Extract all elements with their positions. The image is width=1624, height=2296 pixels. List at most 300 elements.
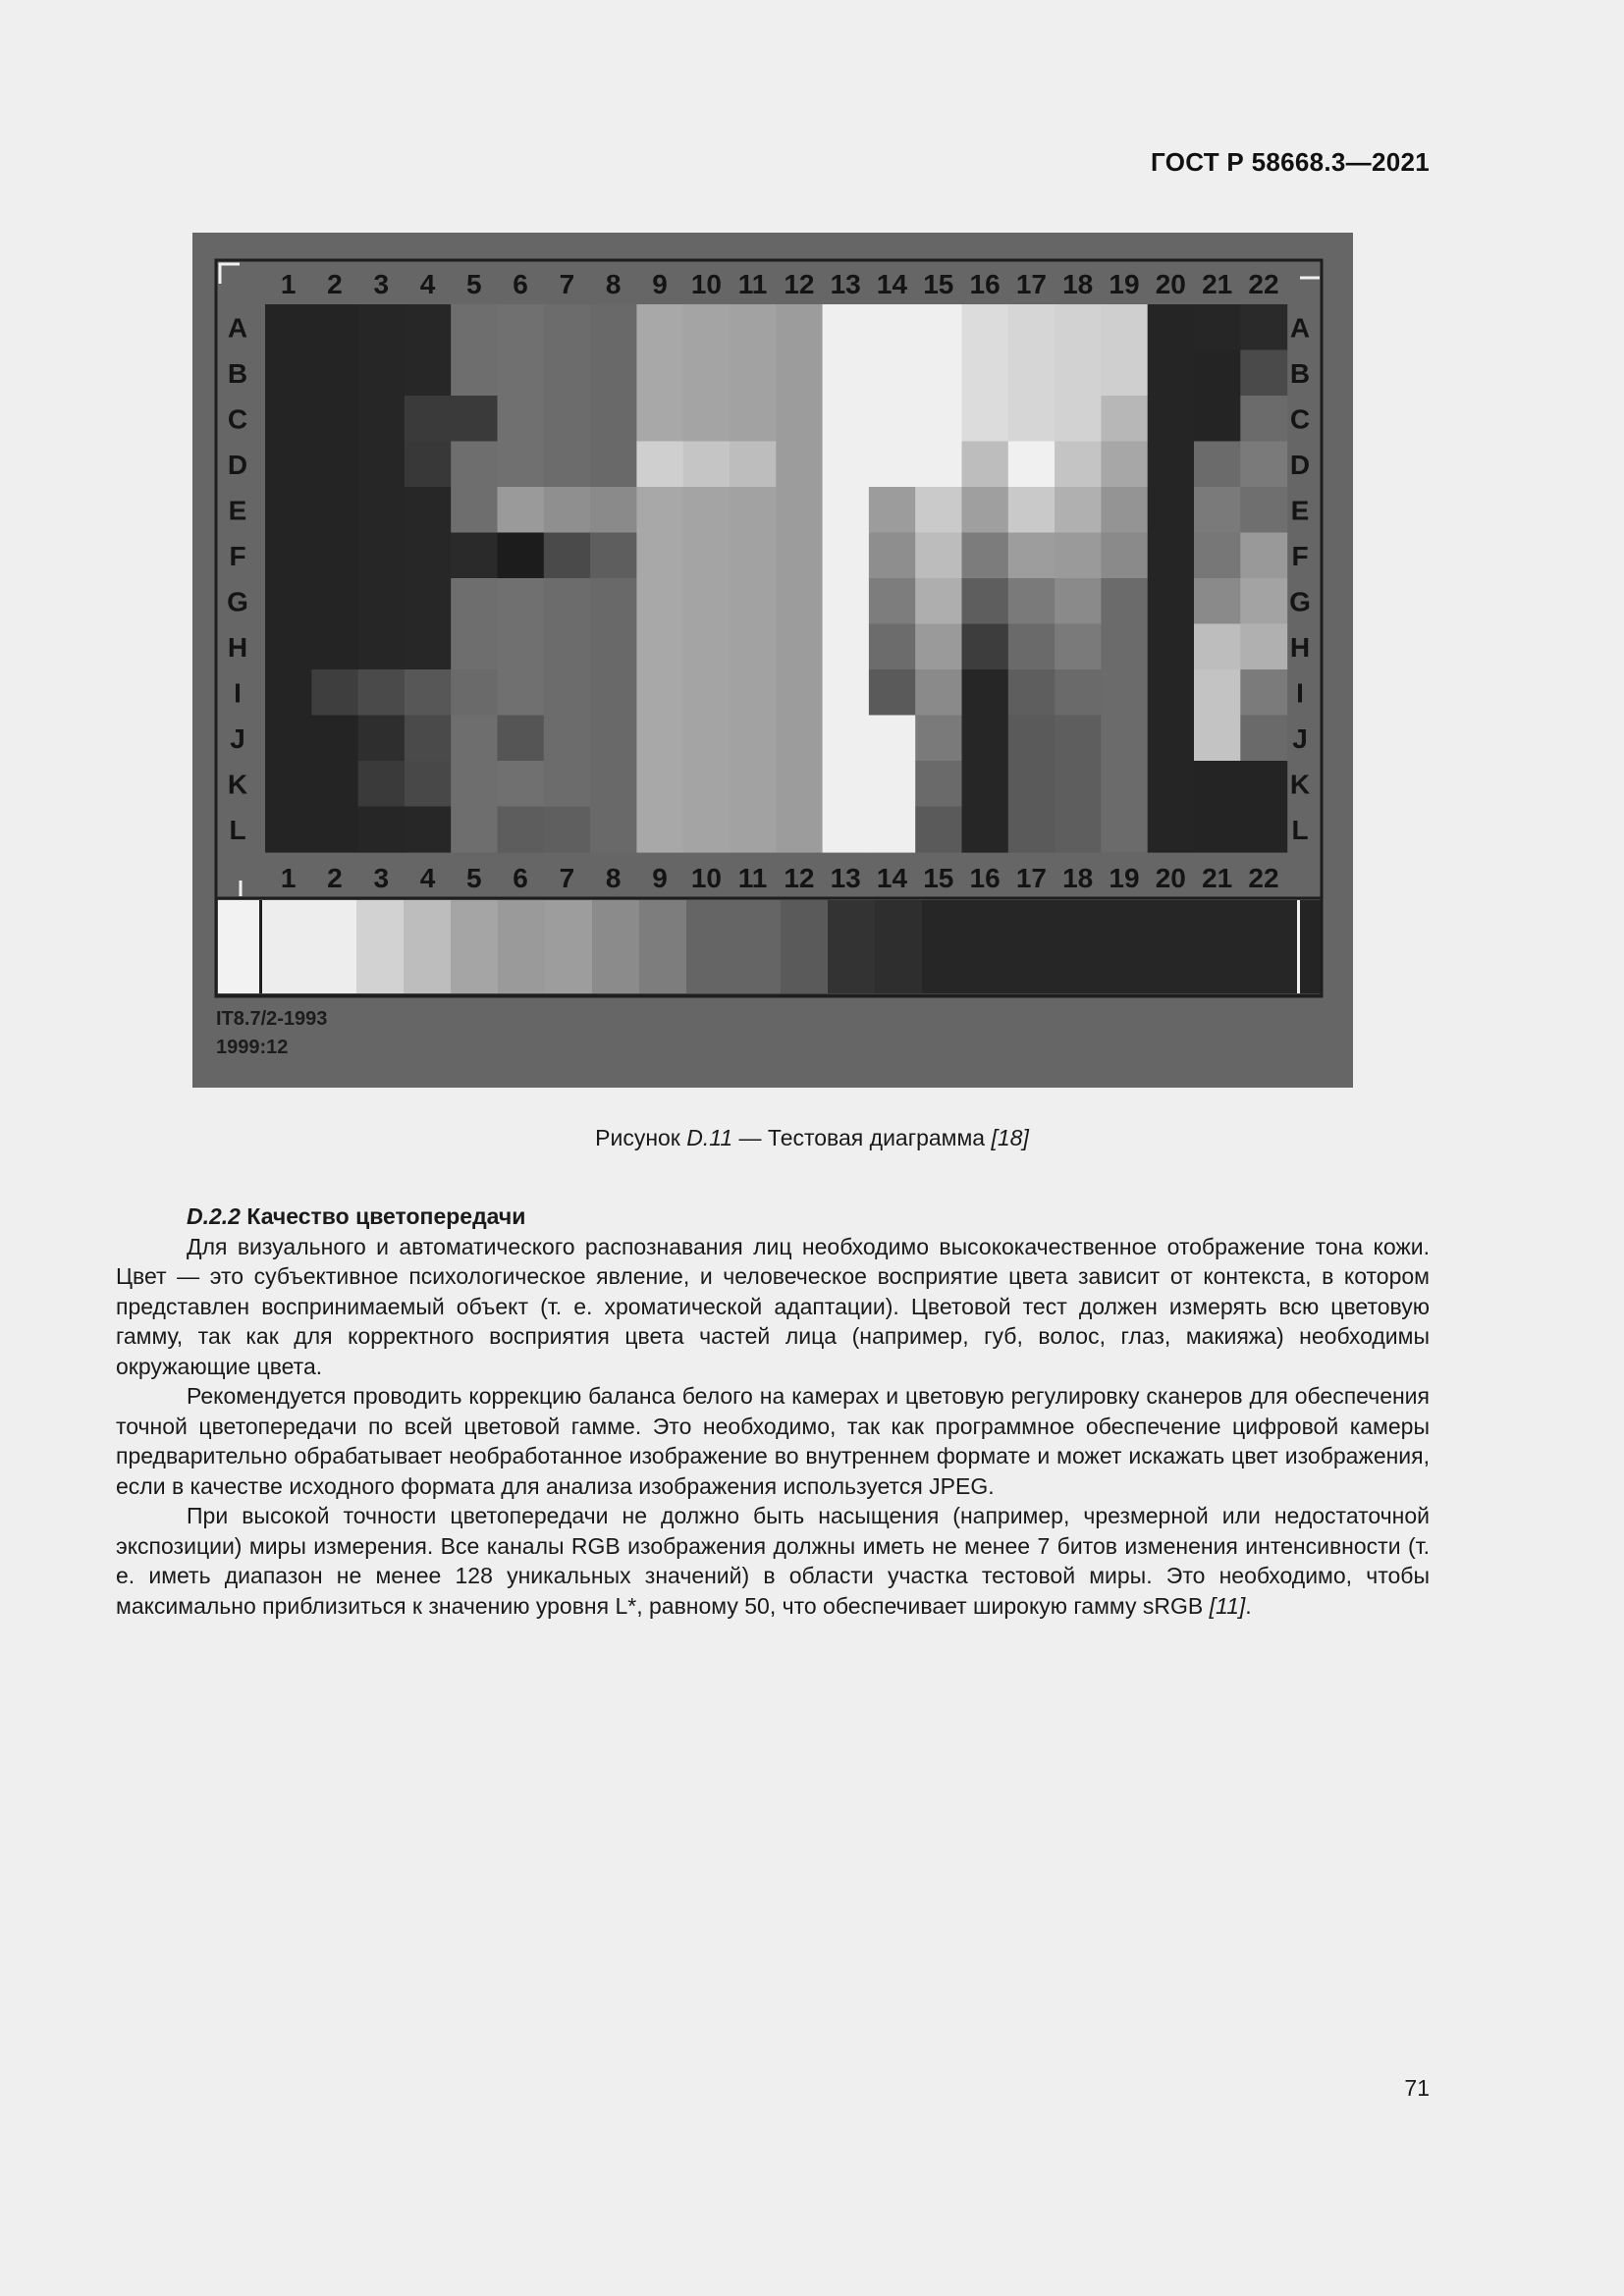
chart-patch [915,716,962,762]
chart-patch [869,487,916,533]
row-label-right: G [1289,586,1311,617]
chart-patch [823,350,870,397]
chart-patch [544,578,591,624]
chart-patch [358,669,406,716]
chart-patch [1148,807,1195,853]
column-label-top: 1 [280,269,297,299]
chart-patch [730,761,777,807]
chart-patch [265,533,312,579]
column-label-top: 9 [652,269,668,299]
chart-patch [1055,442,1102,488]
column-label-bottom: 9 [652,863,668,893]
chart-patch [544,396,591,442]
column-label-bottom: 7 [559,863,575,893]
chart-patch [869,533,916,579]
chart-patch [590,487,637,533]
chart-patch [1240,350,1287,397]
chart-patch [405,578,452,624]
gray-strip-segment [781,900,828,993]
chart-patch [1008,807,1056,853]
chart-patch [636,487,683,533]
column-label-top: 22 [1248,269,1279,299]
chart-patch [823,487,870,533]
chart-patch [265,396,312,442]
chart-patch [498,304,545,350]
chart-patch [1194,624,1241,670]
column-label-bottom: 5 [466,863,482,893]
row-label-right: B [1289,357,1311,389]
chart-patch [776,487,823,533]
chart-patch [590,442,637,488]
chart-patch [1101,396,1148,442]
chart-patch [1194,442,1241,488]
chart-patch [405,304,452,350]
chart-patch [962,761,1009,807]
chart-patch [1240,578,1287,624]
column-label-top: 2 [327,269,343,299]
chart-patch [544,304,591,350]
gray-strip-segment [262,900,356,993]
chart-patch [1101,487,1148,533]
chart-patch [544,761,591,807]
row-label-right: L [1291,814,1309,845]
chart-patch [1008,716,1056,762]
chart-patch [869,442,916,488]
row-label-right: I [1296,677,1304,709]
column-label-top: 16 [969,269,1001,299]
chart-patch [962,304,1009,350]
chart-patch [590,304,637,350]
gray-strip-segment [828,900,875,993]
chart-patch [358,350,406,397]
chart-patch [1240,807,1287,853]
chart-patch [915,396,962,442]
chart-patch [358,761,406,807]
gray-strip-segment [498,900,545,993]
column-label-bottom: 21 [1202,863,1233,893]
chart-patch [730,807,777,853]
section-heading [116,1201,1430,1232]
column-label-top: 17 [1015,269,1047,299]
chart-patch [1101,716,1148,762]
chart-patch [1148,304,1195,350]
paragraph-3-text: При высокой точности цветопередачи не должно быть насыщения (например, чрезмерной или недостаточной экспозиции) миры измерения. Все каналы RGB изображения должны иметь не менее 7 битов изменения интенсивности (т. е. иметь диапазон не менее 128 уникальных значений) в области участка тестовой миры. Это необходимо, чтобы максимально приблизиться к значению уровня L*, равному 50, что обеспечивает широкую гамму sRGB [116,1503,1430,1619]
chart-patch [1148,350,1195,397]
chart-patch [636,304,683,350]
column-label-top: 8 [605,269,622,299]
row-label-left: I [234,677,242,709]
chart-patch [265,669,312,716]
chart-patch [683,396,731,442]
chart-patch [1008,396,1056,442]
chart-patch [776,761,823,807]
chart-patch [730,350,777,397]
chart-patch [1055,396,1102,442]
chart-patch [311,487,358,533]
chart-patch [776,716,823,762]
chart-patch [869,716,916,762]
chart-patch [498,533,545,579]
chart-patch [451,442,498,488]
chart-patch [636,533,683,579]
chart-patch [730,396,777,442]
chart-patch [498,716,545,762]
chart-patch [962,578,1009,624]
chart-patch [636,624,683,670]
chart-patch [590,396,637,442]
chart-patch [1194,487,1241,533]
chart-patch [311,761,358,807]
gray-strip-segment [922,900,1297,993]
chart-patch [683,487,731,533]
chart-patch [544,716,591,762]
chart-patch [636,807,683,853]
chart-patch [1008,624,1056,670]
column-label-bottom: 12 [784,863,815,893]
chart-patch [1101,807,1148,853]
chart-patch [636,396,683,442]
column-label-top: 6 [513,269,528,299]
chart-patch [1148,396,1195,442]
chart-patch [962,669,1009,716]
chart-patch [265,716,312,762]
chart-patch [869,396,916,442]
row-label-right: C [1289,403,1311,435]
row-label-right: E [1290,495,1310,526]
row-label-right: J [1292,722,1308,754]
chart-patch [590,807,637,853]
chart-patch [1055,807,1102,853]
chart-patch [776,396,823,442]
chart-patch [1194,578,1241,624]
column-label-bottom: 15 [923,863,954,893]
chart-patch [776,350,823,397]
chart-patch [590,669,637,716]
chart-patch [1055,716,1102,762]
chart-patch [590,624,637,670]
chart-patch [1240,304,1287,350]
chart-patch [358,716,406,762]
chart-patch [776,807,823,853]
chart-patch [590,350,637,397]
chart-patch [823,761,870,807]
chart-patch [915,578,962,624]
chart-patch [405,396,452,442]
column-label-top: 21 [1202,269,1233,299]
column-label-bottom: 6 [513,863,528,893]
chart-patch [451,716,498,762]
gray-strip-segment [1300,900,1322,993]
gray-strip-segment [686,900,781,993]
chart-patch [1101,624,1148,670]
chart-patch [498,761,545,807]
column-label-top: 19 [1109,269,1140,299]
column-label-bottom: 20 [1155,863,1186,893]
chart-patch [405,669,452,716]
chart-patch [1008,304,1056,350]
column-label-bottom: 3 [373,863,390,893]
chart-patch [869,761,916,807]
chart-patch [311,304,358,350]
chart-patch [1101,533,1148,579]
chart-patch [405,624,452,670]
chart-patch [544,487,591,533]
column-label-bottom: 16 [969,863,1001,893]
row-label-left: D [227,449,248,480]
chart-patch [1240,442,1287,488]
chart-patch [358,807,406,853]
row-label-left: J [230,722,245,754]
column-label-top: 14 [876,269,908,299]
paragraph-3 [116,1501,1430,1621]
chart-patch [405,761,452,807]
chart-patch [451,487,498,533]
chart-patch [636,669,683,716]
chart-patch [730,533,777,579]
row-label-left: B [227,357,248,389]
chart-patch [776,442,823,488]
chart-patch [962,716,1009,762]
chart-patch [730,578,777,624]
chart-patch [451,304,498,350]
chart-patch [1240,624,1287,670]
chart-patch [1101,578,1148,624]
chart-patch [636,578,683,624]
row-label-left: L [229,814,246,845]
chart-patch [1101,350,1148,397]
chart-patch [683,533,731,579]
chart-patch [1194,716,1241,762]
column-label-bottom: 4 [419,863,436,893]
chart-patch [1008,533,1056,579]
chart-patch [915,761,962,807]
chart-patch [1240,487,1287,533]
chart-patch [1055,761,1102,807]
gray-strip-segment [259,900,262,993]
chart-patch [915,304,962,350]
chart-patch [311,807,358,853]
gray-strip-segment [1297,900,1300,993]
chart-patch [1194,669,1241,716]
chart-patch [358,533,406,579]
column-label-top: 11 [737,269,768,299]
chart-patch [1194,761,1241,807]
chart-patch [544,624,591,670]
chart-patch [1148,487,1195,533]
chart-patch [1101,304,1148,350]
row-label-left: H [227,631,248,663]
chart-patch [823,304,870,350]
chart-patch [823,396,870,442]
chart-patch [636,442,683,488]
row-label-right: D [1289,449,1311,480]
column-label-bottom: 2 [327,863,343,893]
column-label-top: 13 [830,269,861,299]
figure-caption [0,1125,1624,1151]
chart-patch [1101,761,1148,807]
column-label-top: 15 [923,269,954,299]
chart-patch [265,807,312,853]
row-label-right: F [1291,540,1309,571]
row-label-left: C [227,403,248,435]
target-label-line2: 1999:12 [216,1037,289,1058]
chart-patch [962,487,1009,533]
section-body [116,1201,1430,1621]
chart-patch [311,624,358,670]
row-label-left: G [227,586,248,617]
chart-patch [451,350,498,397]
chart-patch [776,578,823,624]
paragraph-1: Для визуального и автоматического распознавания лиц необходимо высококачественное отображение тона кожи. Цвет — это субъективное психологическое явление, и человеческое восприятие цвета зависит от контекста, в котором представлен воспринимаемый объект (т. е. хроматической адаптации). Цветовой тест должен измерять всю цветовую гамму, так как для корректного восприятия цвета частей лица (например, губ, волос, глаз, макияжа) необходимы окружающие цвета. [116,1233,1430,1379]
section-title: Качество цветопередачи [240,1203,526,1229]
chart-patch [451,624,498,670]
chart-patch [451,669,498,716]
chart-patch [1194,807,1241,853]
chart-patch [962,396,1009,442]
chart-patch [1240,669,1287,716]
chart-patch [823,807,870,853]
chart-patch [265,761,312,807]
chart-patch [358,442,406,488]
chart-patch [962,442,1009,488]
column-label-top: 5 [466,269,482,299]
chart-patch [962,624,1009,670]
chart-patch [915,624,962,670]
chart-patch [358,304,406,350]
chart-patch [1055,533,1102,579]
column-label-top: 7 [559,269,575,299]
chart-patch [1148,716,1195,762]
chart-patch [683,669,731,716]
chart-patch [776,533,823,579]
row-label-right: A [1289,312,1311,344]
chart-patch [962,350,1009,397]
caption-reference: [18] [991,1125,1029,1150]
chart-patch [1055,669,1102,716]
column-label-top: 20 [1155,269,1186,299]
chart-patch [1008,487,1056,533]
chart-patch [544,350,591,397]
caption-text: — Тестовая диаграмма [732,1125,992,1150]
gray-strip-segment [875,900,922,993]
chart-patch [544,533,591,579]
chart-patch [1055,487,1102,533]
chart-patch [683,624,731,670]
column-label-top: 12 [784,269,815,299]
chart-patch [451,761,498,807]
chart-patch [823,533,870,579]
column-label-top: 4 [419,269,436,299]
chart-patch [1194,396,1241,442]
chart-patch [1148,442,1195,488]
chart-patch [358,396,406,442]
chart-patch [776,669,823,716]
caption-number: D.11 [686,1125,733,1150]
chart-patch [1194,304,1241,350]
chart-patch [1240,533,1287,579]
chart-patch [823,669,870,716]
gray-strip-segment [218,900,259,993]
it8-test-chart [192,233,1353,1088]
chart-patch [590,533,637,579]
chart-patch [683,578,731,624]
chart-patch [1194,533,1241,579]
chart-patch [405,716,452,762]
caption-prefix: Рисунок [595,1125,687,1150]
column-label-top: 18 [1062,269,1094,299]
chart-patch [498,624,545,670]
chart-patch [776,624,823,670]
chart-patch [823,716,870,762]
chart-patch [683,304,731,350]
chart-patch [544,669,591,716]
chart-patch [869,304,916,350]
chart-patch [915,487,962,533]
chart-patch [915,669,962,716]
chart-patch [311,442,358,488]
chart-patch [311,350,358,397]
chart-patch [730,487,777,533]
chart-patch [1055,578,1102,624]
paragraph-3-end: . [1245,1592,1252,1619]
chart-patch [1008,761,1056,807]
chart-patch [915,350,962,397]
gray-strip-segment [404,900,451,993]
row-label-right: K [1289,769,1311,800]
chart-patch [590,578,637,624]
chart-patch [776,304,823,350]
chart-patch [405,487,452,533]
chart-patch [1148,578,1195,624]
section-number: D.2.2 [187,1203,241,1229]
chart-patch [636,350,683,397]
chart-patch [915,533,962,579]
chart-patch [730,442,777,488]
chart-patch [962,533,1009,579]
row-label-left: F [229,540,246,571]
chart-patch [265,624,312,670]
chart-patch [498,578,545,624]
column-label-bottom: 17 [1015,863,1047,893]
page-number: 71 [1404,2075,1430,2101]
chart-patch [823,442,870,488]
chart-patch [265,442,312,488]
chart-patch [869,578,916,624]
gray-strip-segment [451,900,498,993]
chart-patch [683,442,731,488]
test-chart-figure [192,233,1353,1088]
paragraph-2: Рекомендуется проводить коррекцию баланса белого на камерах и цветовую регулировку сканеров для обеспечения точной цветопередачи по всей цветовой гамме. Это необходимо, так как программное обеспечение цифровой камеры предварительно обрабатывает необработанное изображение во внутреннем формате и может искажать цвет изображения, если в качестве исходного формата для анализа изображения используется JPEG. [116,1383,1430,1499]
chart-patch [1008,442,1056,488]
chart-patch [730,669,777,716]
chart-patch [1240,761,1287,807]
chart-patch [498,487,545,533]
column-label-bottom: 18 [1062,863,1094,893]
chart-patch [1008,350,1056,397]
chart-patch [265,350,312,397]
column-label-bottom: 11 [737,863,768,893]
chart-patch [915,807,962,853]
chart-patch [590,716,637,762]
column-label-bottom: 19 [1109,863,1140,893]
chart-patch [265,578,312,624]
chart-patch [1148,669,1195,716]
chart-patch [498,396,545,442]
chart-patch [544,442,591,488]
gray-strip-segment [592,900,639,993]
chart-patch [544,807,591,853]
chart-patch [730,716,777,762]
